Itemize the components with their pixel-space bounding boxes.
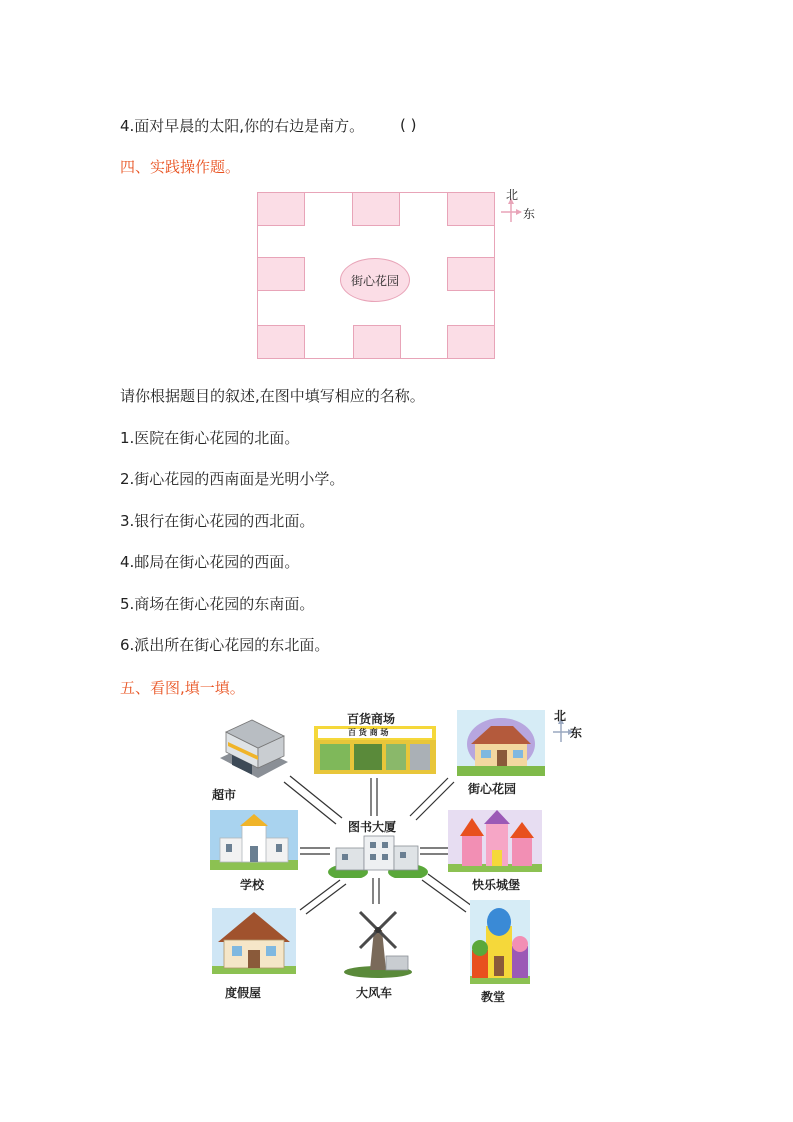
compass-north-label: 北 [506,188,519,202]
windmill-icon [342,904,412,978]
compass-east-label: 东 [570,726,583,740]
book-building-icon [328,832,428,878]
windmill-label: 大风车 [356,986,393,1000]
church-label: 教堂 [481,990,506,1004]
villa-label: 度假屋 [225,986,262,1000]
instruction-intro: 请你根据题目的叙述,在图中填写相应的名称。 [120,387,425,405]
center-garden-label: 街心花园 [350,273,399,288]
villa-house-icon [212,908,296,974]
garden-house-icon [457,710,545,776]
center-building-label: 图书大厦 [348,820,397,834]
answer-blank[interactable]: ( ) [400,116,417,134]
instruction-item: 5.商场在街心花园的东南面。 [120,595,315,613]
instruction-item: 6.派出所在街心花园的东北面。 [120,636,330,654]
question-4-text: 4.面对早晨的太阳,你的右边是南方。 [120,117,365,135]
section-4-heading: 四、实践操作题。 [120,158,241,176]
castle-label: 快乐城堡 [472,878,521,892]
supermarket-label: 超市 [212,788,237,802]
department-store-label: 百货商场 [347,712,396,726]
garden-label: 街心花园 [468,782,517,796]
castle-icon [448,810,542,872]
instruction-item: 1.医院在街心花园的北面。 [120,429,300,447]
school-building-icon [210,810,298,870]
instruction-item: 3.银行在街心花园的西北面。 [120,512,315,530]
instruction-item: 4.邮局在街心花园的西面。 [120,553,300,571]
instruction-item: 2.街心花园的西南面是光明小学。 [120,470,345,488]
church-icon [470,900,530,984]
school-label: 学校 [240,878,265,892]
compass-east-label: 东 [523,207,536,221]
section-5-heading: 五、看图,填一填。 [120,679,245,697]
department-store-sign: 百 货 商 场 [348,727,389,737]
supermarket-building-icon [218,718,290,780]
compass-north-label: 北 [554,709,567,723]
